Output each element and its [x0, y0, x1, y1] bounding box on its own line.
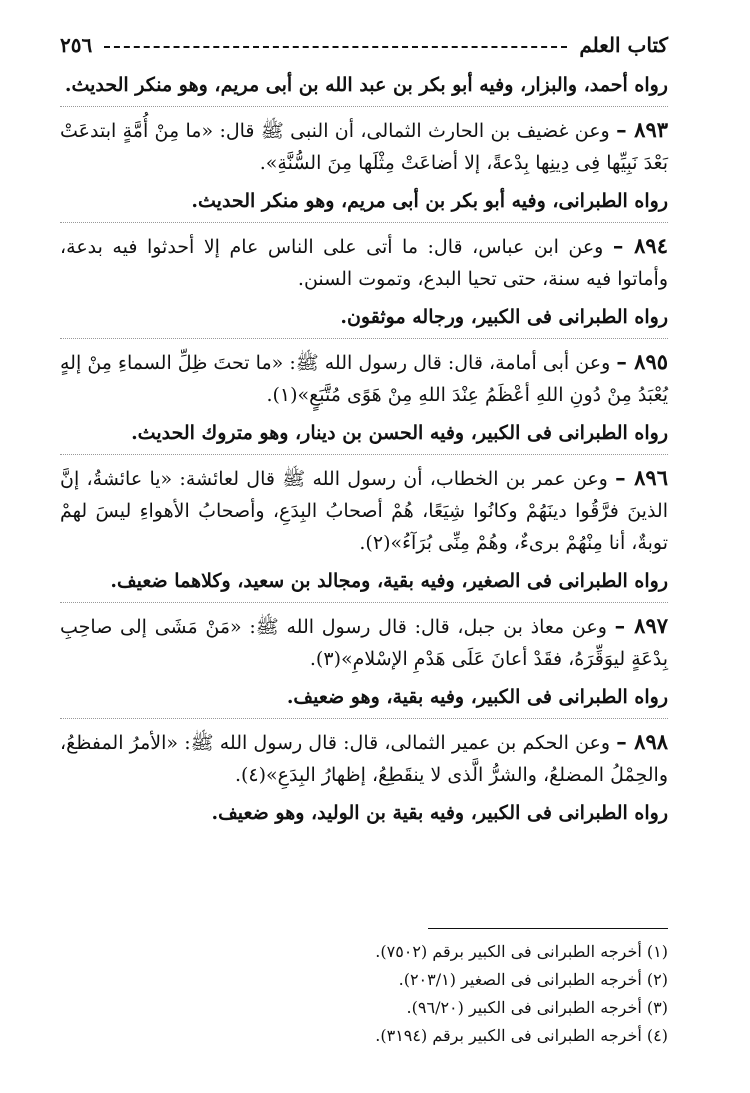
page-number: ٢٥٦	[60, 33, 93, 57]
hadith-number: ٨٩٨ –	[616, 729, 669, 754]
source-note: رواه الطبرانى فى الكبير، ورجاله موثقون.	[340, 306, 668, 328]
hadith-paragraph	[60, 723, 668, 794]
hadith-paragraph	[60, 343, 668, 414]
paragraph-separator	[60, 718, 668, 719]
footnotes	[60, 938, 668, 1050]
source-note: رواه الطبرانى، وفيه أبو بكر بن أبى مريم، وهو منكر الحديث.	[191, 190, 668, 212]
paragraph-separator	[60, 106, 668, 107]
source-note: رواه الطبرانى فى الكبير، وفيه بقية، وهو ضعيف.	[286, 686, 668, 708]
source-note: رواه أحمد، والبزار، وفيه أبو بكر بن عبد الله بن أبى مريم، وهو منكر الحديث.	[64, 74, 668, 96]
source-note: رواه الطبرانى فى الكبير، وفيه الحسن بن دينار، وهو متروك الحديث.	[131, 422, 668, 444]
hadith-text: وعن الحكم بن عمير الثمالى، قال: قال رسول الله ﷺ: «الأمرُ المفظعُ، والحِمْلُ المضلعُ، والشرُّ الَّذى لا ينقَطِعُ، إظهارُ البِدَعِ»(٤).	[60, 732, 668, 786]
source-note: رواه الطبرانى فى الكبير، وفيه بقية بن الوليد، وهو ضعيف.	[211, 802, 668, 824]
paragraph-separator	[60, 602, 668, 603]
footnote: (٣) أخرجه الطبرانى فى الكبير (٩٦/٢٠).	[406, 998, 668, 1017]
paragraph-separator	[60, 454, 668, 455]
hadith-number: ٨٩٣ –	[616, 117, 669, 142]
page-header	[60, 30, 668, 60]
footnote: (٢) أخرجه الطبرانى فى الصغير (٢٠٣/١).	[398, 970, 668, 989]
hadith-paragraph	[60, 111, 668, 182]
book-title: كتاب العلم	[579, 33, 668, 57]
hadith-text: وعن ابن عباس، قال: ما أتى على الناس عام إلا أحدثوا فيه بدعة، وأماتوا فيه سنة، حتى تحيا البدع، وتموت السنن.	[60, 236, 668, 290]
hadith-number: ٨٩٤ –	[612, 233, 668, 258]
hadith-text: وعن أبى أمامة، قال: قال رسول الله ﷺ: «ما تحتَ ظِلِّ السماءِ مِنْ إلهٍ يُعْبَدُ مِنْ دُونِ اللهِ أعْظَمُ عِنْدَ اللهِ مِنْ هَوًى مُتَّبَعٍ»(١).	[60, 352, 668, 406]
paragraph-separator	[60, 222, 668, 223]
header-dashed-rule	[104, 46, 567, 48]
hadith-text: وعن عمر بن الخطاب، أن رسول الله ﷺ قال لعائشة: «يا عائشةُ، إنَّ الذينَ فرَّقُوا دينَهُمْ وكانُوا شِيَعًا، هُمْ أصحابُ البِدَعِ، وأصحابُ الأهواءِ ليسَ لهمْ توبةٌ، أنا مِنْهُمْ برىءٌ، وهُمْ مِنِّى بُرَآءُ»(٢).	[60, 468, 668, 554]
footnote-rule	[428, 928, 668, 929]
hadith-paragraph	[60, 227, 668, 298]
footnote: (١) أخرجه الطبرانى فى الكبير برقم (٧٥٠٢).	[375, 942, 668, 961]
hadith-text: وعن معاذ بن جبل، قال: قال رسول الله ﷺ: «مَنْ مَشَى إلى صاحِبِ بِدْعَةٍ ليوَقِّرَهُ، فقَدْ أعانَ عَلَى هَدْمِ الإسْلامِ»(٣).	[60, 616, 668, 670]
hadith-paragraph	[60, 607, 668, 678]
paragraph-separator	[60, 338, 668, 339]
hadith-number: ٨٩٥ –	[616, 349, 669, 374]
hadith-number: ٨٩٦ –	[615, 465, 668, 490]
footnote: (٤) أخرجه الطبرانى فى الكبير برقم (٣١٩٤).	[375, 1026, 668, 1045]
hadith-number: ٨٩٧ –	[614, 613, 669, 638]
hadith-paragraph	[60, 459, 668, 562]
hadith-text: وعن غضيف بن الحارث الثمالى، أن النبى ﷺ قال: «ما مِنْ أُمَّةٍ ابتدعَتْ بَعْدَ نَبِيِّها فِى دِينِها بِدْعةً، إلا أضاعَتْ مِثْلَها مِنَ السُّنَّةِ».	[60, 120, 668, 174]
source-note: رواه الطبرانى فى الصغير، وفيه بقية، ومجالد بن سعيد، وكلاهما ضعيف.	[110, 570, 668, 592]
main-text	[60, 66, 668, 832]
